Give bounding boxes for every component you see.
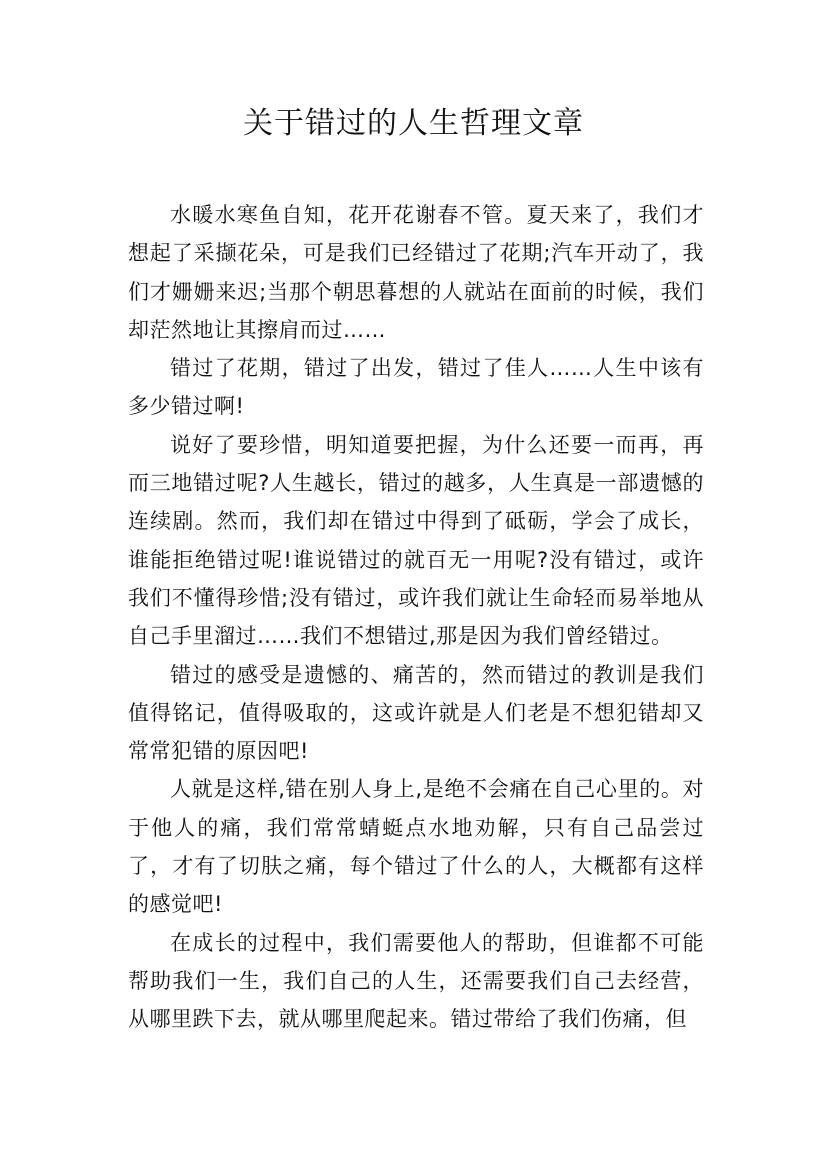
paragraph: 说好了要珍惜，明知道要把握，为什么还要一而再，再而三地错过呢?人生越长，错过的越多，人生真是一部遗憾的连续剧。然而，我们却在错过中得到了砥砺，学会了成长，谁能拒绝错过呢!谁说错过的就百无一用呢?没有错过，或许我们不懂得珍惜;没有错过，或许我们就让生命轻而易举地从自己手里溜过……我们不想错过,那是因为我们曾经错过。 bbox=[128, 432, 704, 649]
document-body bbox=[128, 196, 704, 1039]
paragraph: 水暖水寒鱼自知，花开花谢春不管。夏天来了，我们才想起了采撷花朵，可是我们已经错过了花期;汽车开动了，我们才姗姗来迟;当那个朝思暮想的人就站在面前的时候，我们却茫然地让其擦肩而过…… bbox=[128, 203, 704, 342]
paragraph: 人就是这样,错在别人身上,是绝不会痛在自己心里的。对于他人的痛，我们常常蜻蜓点水地劝解，只有自己品尝过了，才有了切肤之痛，每个错过了什么的人，大概都有这样的感觉吧! bbox=[128, 777, 704, 917]
paragraph: 错过了花期，错过了出发，错过了佳人……人生中该有多少错过啊! bbox=[128, 356, 704, 419]
paragraph: 在成长的过程中，我们需要他人的帮助，但谁都不可能帮助我们一生，我们自己的人生，还需要我们自己去经营，从哪里跌下去，就从哪里爬起来。错过带给了我们伤痛，但 bbox=[128, 930, 704, 1032]
paragraph: 错过的感受是遗憾的、痛苦的，然而错过的教训是我们值得铭记，值得吸取的，这或许就是人们老是不想犯错却又常常犯错的原因吧! bbox=[128, 662, 704, 764]
document-title: 关于错过的人生哲理文章 bbox=[243, 106, 584, 141]
